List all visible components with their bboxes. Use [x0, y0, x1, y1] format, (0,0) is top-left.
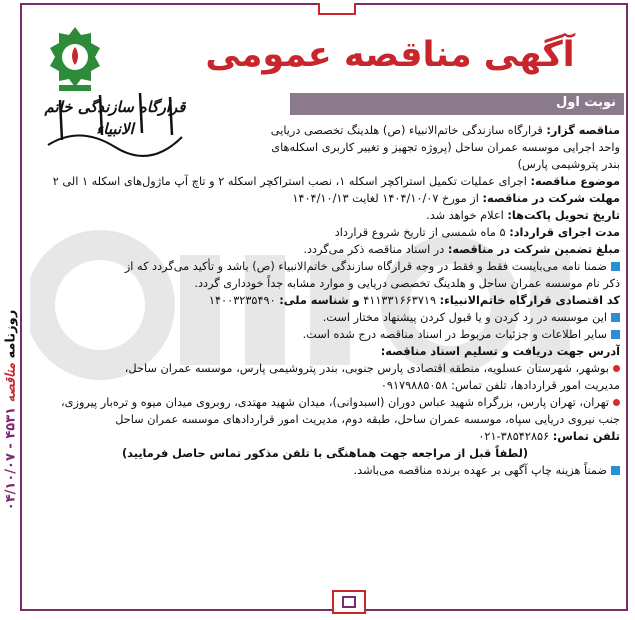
round-bullet-icon — [613, 399, 620, 406]
tenderer-line-2: واحد اجرایی موسسه عمران ساحل (پروژه تجهیز و تغییر کاربری اسکله‌های — [271, 141, 620, 154]
coordination-note: (لطفاً قبل از مراجعه جهت هماهنگی با تلفن مذکور تماس حاصل فرمایید) — [122, 447, 528, 460]
fee-note-line: ضمناً هزینه چاپ آگهی بر عهده برنده مناقصه می‌باشد. — [30, 462, 620, 479]
round-label: نوبت اول — [555, 95, 616, 110]
tehran-address-line: تهران، تهران پارس، بزرگراه شهید عباس دوران (اسبدوانی)، میدان شهید مهتدی، روبروی میدان میوه و تره‌بار پیروزی، — [30, 394, 620, 411]
deadline-line: مهلت شرکت در مناقصه: از مورخ ۱۴۰۴/۱۰/۰۷ لغایت ۱۴۰۴/۱۰/۱۳ — [292, 192, 620, 205]
side-brand: مناقصه — [3, 363, 19, 403]
side-strip — [0, 240, 22, 580]
reject-accept-line: این موسسه در رد کردن و یا قبول کردن پیشنهاد مختار است. — [30, 309, 620, 326]
frame-top-notch — [318, 3, 356, 15]
round-banner — [290, 93, 624, 115]
side-newspaper-label: روزنامه مناقصه ۴۵۳۱ - ۰۴/۱۰/۰۷ — [3, 309, 19, 511]
side-issue: ۴۵۳۱ - ۰۴/۱۰/۰۷ — [3, 406, 19, 511]
tenderer-line-3: بندر پتروشیمی پارس) — [517, 158, 620, 171]
square-bullet-icon — [611, 262, 620, 271]
economic-code-line: کد اقتصادی قرارگاه خاتم‌الانبیاء: ۴۱۱۳۳۱۶۶۳۷۱۹ و شناسه ملی: ۱۴۰۰۳۲۳۵۴۹۰ — [208, 294, 620, 307]
ad-body — [30, 122, 620, 479]
bushehr-address-line: بوشهر، شهرستان عسلویه، منطقه اقتصادی پارس جنوبی، بندر پتروشیمی پارس، موسسه عمران ساحل، — [30, 360, 620, 377]
square-bullet-icon — [611, 313, 620, 322]
duration-line: مدت اجرای قرارداد: ۵ ماه شمسی از تاریخ شروع قرارداد — [334, 226, 620, 239]
guarantee-note-line: ضمنا نامه می‌بایست فقط و فقط در وجه قرارگاه سازندگی خاتم‌الانبیاء (ص) باشد و تأکید می‌گردد که از — [30, 258, 620, 275]
frame-bottom-notch-inner — [342, 596, 356, 608]
phone-line: تلفن تماس: ۳۸۵۴۲۸۵۶-۰۲۱ — [478, 430, 620, 443]
page-title: آگهی مناقصه عمومی — [205, 35, 575, 75]
guarantee-note-line-2: ذکر نام موسسه عمران ساحل و هلدینگ تخصصی دریایی و موارد مشابه جداً خودداری گردد. — [194, 277, 620, 290]
bushehr-address-line-2: مدیریت امور قراردادها، تلفن تماس: ۰۹۱۷۹۸۸۵۰۵۸ — [380, 379, 620, 392]
square-bullet-icon — [611, 330, 620, 339]
emblem-icon — [45, 25, 105, 93]
calligraphy-text: قرارگاه سازندگی خاتم الانبیاء — [44, 98, 186, 138]
other-info-line: سایر اطلاعات و جزئیات مربوط در اسناد مناقصه درج شده است. — [30, 326, 620, 343]
guarantee-line: مبلغ تضمین شرکت در مناقصه: در اسناد مناقصه ذکر می‌گردد. — [303, 243, 620, 256]
square-bullet-icon — [611, 466, 620, 475]
tehran-address-line-2: جنب نیروی دریایی سپاه، موسسه عمران ساحل، طبقه دوم، مدیریت امور قراردادهای موسسه عمران ساحل — [115, 413, 620, 426]
round-bullet-icon — [613, 365, 620, 372]
address-heading: آدرس جهت دریافت و تسلیم اسناد مناقصه: — [380, 345, 620, 358]
tenderer-line: مناقصه گزار: قرارگاه سازندگی خاتم‌الانبیاء (ص) هلدینگ تخصصی دریایی — [270, 124, 620, 137]
envelope-date-line: تاریخ تحویل پاکت‌ها: اعلام خواهد شد. — [426, 209, 620, 222]
subject-line: موضوع مناقصه: اجرای عملیات تکمیل استراکچر اسکله ۱، نصب استراکچر اسکله ۲ و تاچ آپ ماژول‌های اسکله ۱ الی ۲ — [52, 175, 620, 188]
